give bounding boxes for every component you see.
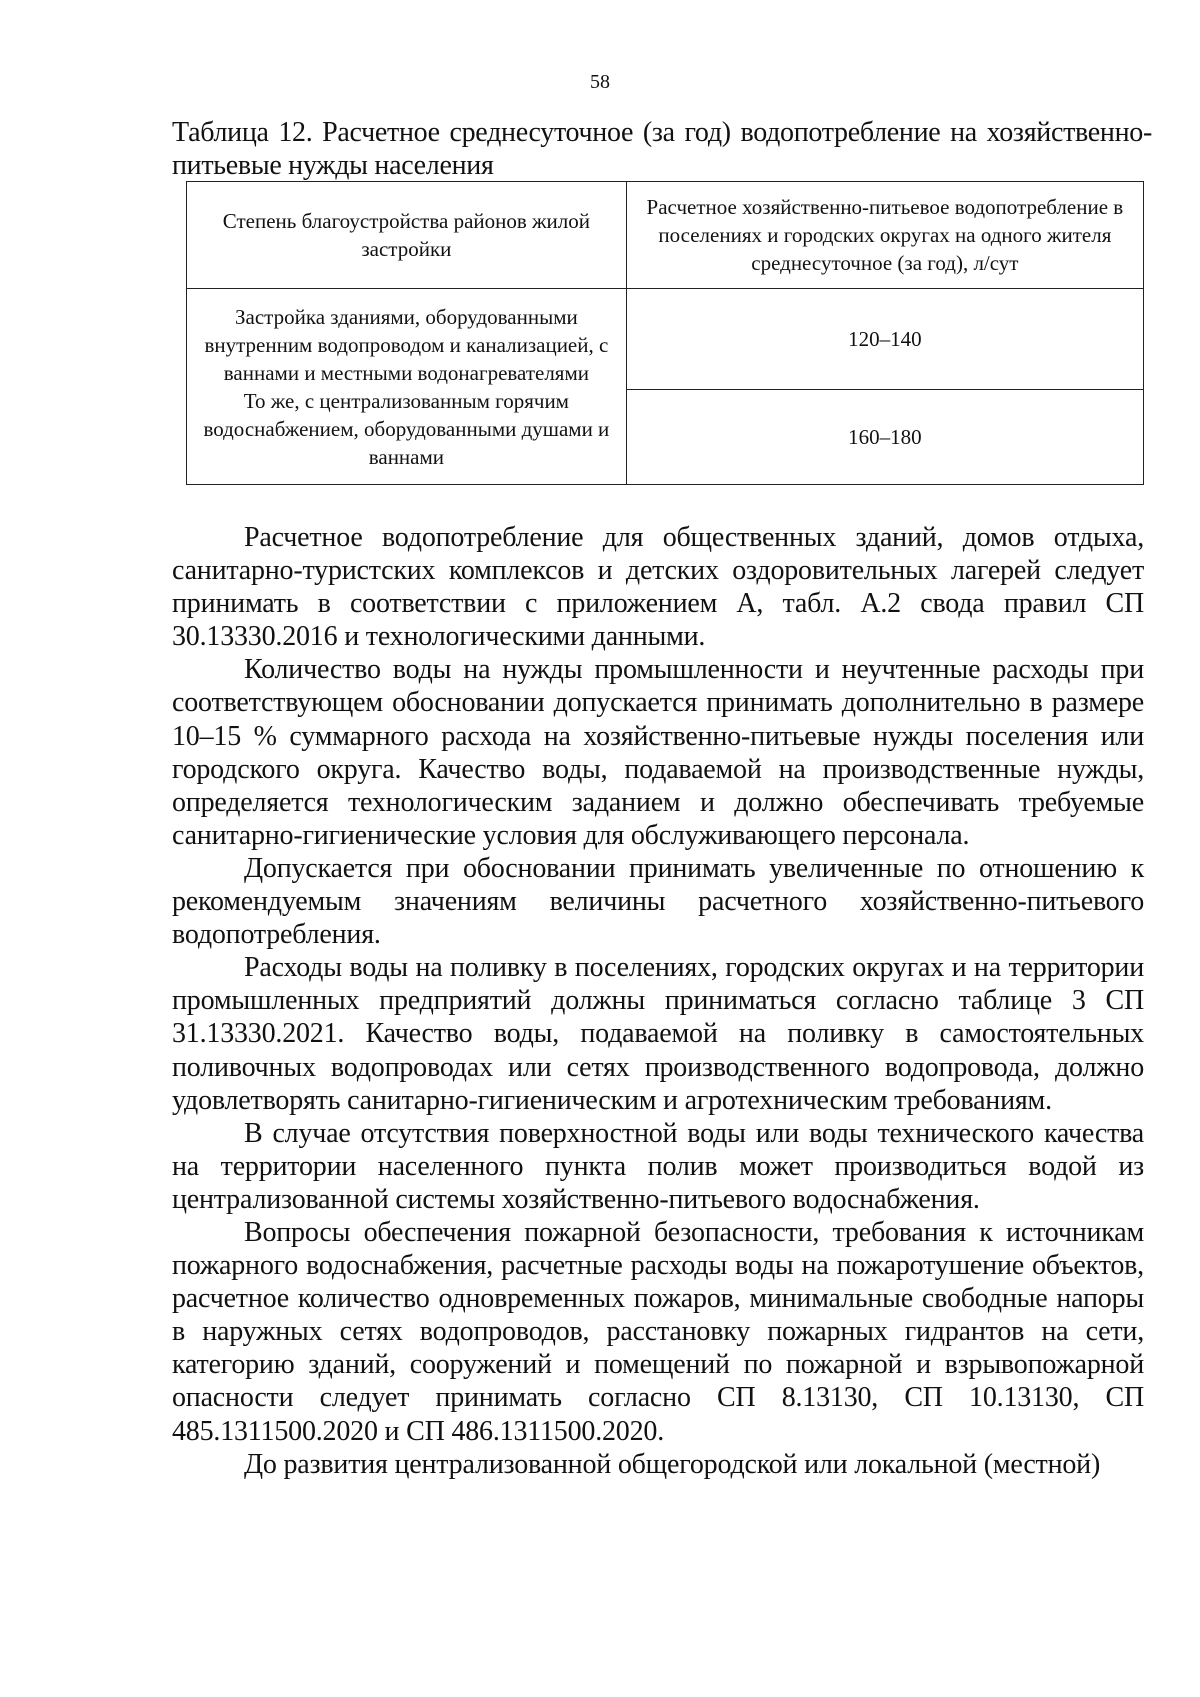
paragraph: До развития централизованной общегородской или локальной (местной) — [244, 1448, 1101, 1480]
table-header-improvement-degree: Степень благоустройства районов жилой застройки — [187, 182, 627, 289]
table-row — [187, 289, 1144, 390]
paragraph: Расчетное водопотребление для общественных зданий, домов отдыха, санитарно-туристских комплексов и детских оздоровительных лагерей следует принимать в соответствии с приложением А, табл. А.2 свода правил СП 30.13330.2016 и технологическими данными. — [172, 522, 1144, 653]
table-row-description: То же, с централизованным горячим водоснабжением, оборудованными душами и ваннами — [203, 388, 610, 469]
paragraph: В случае отсутствия поверхностной воды или воды технического качества на территории населенного пункта полив может производиться водой из централизованной системы хозяйственно-питьевого водоснабжения. — [172, 1117, 1144, 1215]
table-row-value: 120–140 — [626, 289, 1143, 390]
water-consumption-table — [186, 181, 1144, 485]
body-text — [172, 521, 1144, 1481]
table-row-value: 160–180 — [626, 390, 1143, 485]
table-header-consumption: Расчетное хозяйственно-питьевое водопотребление в поселениях и городских округах на одного жителя среднесуточное (за год), л/сут — [626, 182, 1143, 289]
paragraph: Допускается при обосновании принимать увеличенные по отношению к рекомендуемым значениям величины расчетного хозяйственно-питьевого водопотребления. — [172, 852, 1144, 951]
page-number: 58 — [590, 71, 610, 93]
paragraph: Количество воды на нужды промышленности и неучтенные расходы при соответствующем обосновании допускается принимать дополнительно в размере 10–15 % суммарного расхода на хозяйственно-питьевые нужды поселения или городского округа. Качество воды, подаваемой на производственные нужды, определяется технологическим заданием и должно обеспечивать требуемые санитарно-гигиенические условия для обслуживающего персонала. — [172, 654, 1144, 851]
table-cell-descriptions — [187, 289, 627, 485]
paragraph: Вопросы обеспечения пожарной безопасности, требования к источникам пожарного водоснабжения, расчетные расходы воды на пожаротушение объектов, расчетное количество одновременных пожаров, минимальные свободные напоры в наружных сетях водопроводов, расстановку пожарных гидрантов на сети, категорию зданий, сооружений и помещений по пожарной и взрывопожарной опасности следует принимать согласно СП 8.13130, СП 10.13130, СП 485.1311500.2020 и СП 486.1311500.2020. — [172, 1216, 1144, 1447]
table-header-row — [187, 182, 1144, 289]
table-row-description: Застройка зданиями, оборудованными внутренним водопроводом и канализацией, с ваннами и местными водонагревателями — [204, 304, 609, 385]
table-caption: Таблица 12. Расчетное среднесуточное (за год) водопотребление на хозяйственно-питьевые нужды населения — [172, 117, 1152, 181]
paragraph: Расходы воды на поливку в поселениях, городских округах и на территории промышленных предприятий должны приниматься согласно таблице 3 СП 31.13330.2021. Качество воды, подаваемой на поливку в самостоятельных поливочных водопроводах или сетях производственного водопровода, должно удовлетворять санитарно-гигиеническим и агротехническим требованиям. — [172, 952, 1144, 1116]
